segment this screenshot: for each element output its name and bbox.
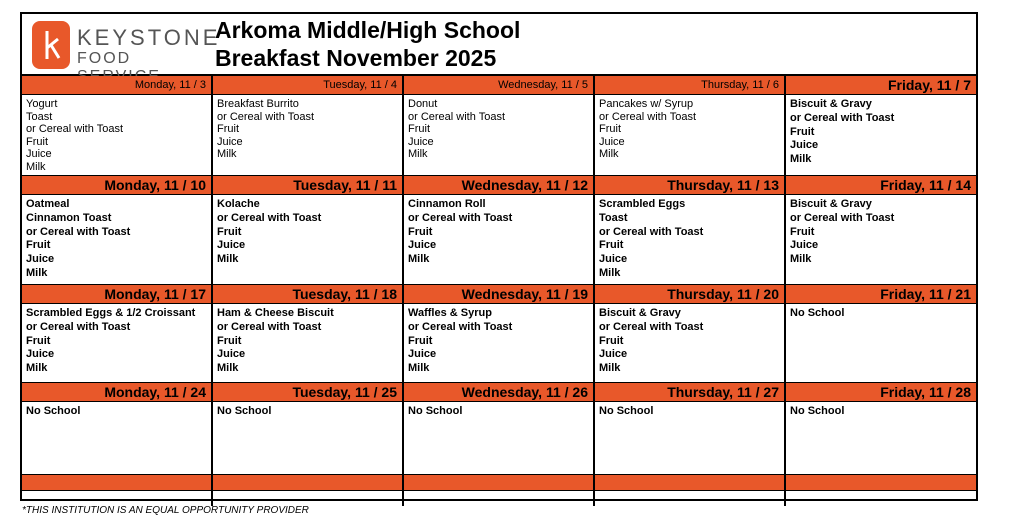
day-column [22, 76, 213, 175]
menu-item: or Cereal with Toast [26, 320, 131, 333]
menu-items [213, 195, 402, 284]
day-column [213, 284, 404, 382]
menu-item: Juice [599, 253, 628, 266]
day-column [404, 175, 595, 284]
menu-header [22, 14, 976, 76]
menu-item: No School [790, 405, 845, 417]
menu-item: Juice [217, 135, 243, 148]
day-column [786, 382, 976, 474]
keystone-k-icon [32, 21, 70, 69]
menu-items [786, 195, 976, 284]
menu-sheet [20, 12, 978, 501]
menu-item: or Cereal with Toast [217, 211, 322, 224]
empty-day-header [786, 475, 976, 491]
day-column [595, 284, 786, 382]
menu-item: No School [790, 307, 845, 319]
menu-item: or Cereal with Toast [217, 320, 322, 333]
day-header: Wednesday, 11 / 5 [404, 76, 593, 95]
menu-item: No School [217, 405, 272, 417]
empty-week-row [22, 491, 976, 506]
menu-item: Fruit [26, 239, 51, 252]
menu-items [22, 402, 211, 474]
menu-item: Juice [408, 239, 437, 252]
menu-item: Toast [599, 211, 628, 224]
day-column [213, 175, 404, 284]
week-row [22, 76, 976, 175]
day-header: Friday, 11 / 21 [786, 284, 976, 304]
menu-item: Juice [26, 253, 55, 266]
menu-item: Fruit [408, 334, 433, 347]
day-column [213, 382, 404, 474]
menu-item: or Cereal with Toast [217, 110, 315, 123]
footer-note: *THIS INSTITUTION IS AN EQUAL OPPORTUNITY PROVIDER [22, 505, 309, 516]
menu-item: Cinnamon Toast [26, 211, 112, 224]
menu-item: Oatmeal [26, 198, 70, 210]
week-row [22, 175, 976, 284]
empty-day-cell [786, 491, 976, 506]
menu-item: Fruit [599, 334, 624, 347]
menu-item: Juice [408, 348, 437, 361]
day-column [786, 76, 976, 175]
menu-item: Waffles & Syrup [408, 307, 492, 319]
empty-day-header [22, 475, 213, 491]
day-column [595, 76, 786, 175]
day-column [404, 76, 595, 175]
menu-item: Juice [790, 139, 819, 152]
menu-item: No School [408, 405, 463, 417]
menu-item: Milk [599, 362, 621, 375]
day-header: Friday, 11 / 28 [786, 382, 976, 402]
day-header: Thursday, 11 / 13 [595, 175, 784, 195]
menu-item: Milk [26, 362, 48, 375]
menu-item: Milk [408, 148, 428, 160]
menu-item: Kolache [217, 198, 260, 210]
menu-item: Ham & Cheese Biscuit [217, 307, 334, 319]
menu-items [786, 304, 976, 382]
menu-item: Milk [790, 153, 812, 166]
empty-week-header [22, 474, 976, 491]
day-column [213, 76, 404, 175]
menu-items [595, 402, 784, 474]
day-column [595, 382, 786, 474]
day-column [786, 175, 976, 284]
menu-item: or Cereal with Toast [790, 111, 895, 124]
menu-item: or Cereal with Toast [599, 320, 704, 333]
logo-brand: KEYSTONE [77, 25, 221, 50]
menu-item: Biscuit & Gravy [790, 98, 872, 110]
menu-items [404, 402, 593, 474]
logo-subtitle: FOOD [77, 50, 132, 67]
menu-items [595, 195, 784, 284]
menu-item: Fruit [217, 334, 242, 347]
day-header: Wednesday, 11 / 26 [404, 382, 593, 402]
day-header: Tuesday, 11 / 4 [213, 76, 402, 95]
menu-item: Milk [26, 266, 48, 279]
empty-day-cell [595, 491, 786, 506]
empty-day-header [404, 475, 595, 491]
menu-item: Yogurt [26, 98, 58, 110]
menu-item: Juice [217, 239, 246, 252]
menu-item: Juice [599, 348, 628, 361]
day-column [404, 284, 595, 382]
empty-day-cell [404, 491, 595, 506]
menu-item: No School [26, 405, 81, 417]
day-header: Monday, 11 / 17 [22, 284, 211, 304]
menu-item: Milk [217, 148, 237, 160]
menu-item: or Cereal with Toast [408, 110, 506, 123]
page-title [215, 16, 520, 72]
menu-calendar [22, 76, 976, 506]
day-header: Tuesday, 11 / 11 [213, 175, 402, 195]
menu-items [786, 402, 976, 474]
menu-item: Juice [599, 135, 625, 148]
day-column [22, 175, 213, 284]
day-column [22, 382, 213, 474]
menu-items [213, 304, 402, 382]
day-header: Monday, 11 / 3 [22, 76, 211, 95]
menu-items [404, 304, 593, 382]
menu-item: Milk [217, 253, 239, 266]
day-header: Thursday, 11 / 20 [595, 284, 784, 304]
menu-item: Milk [217, 362, 239, 375]
menu-item: Donut [408, 98, 438, 110]
day-header: Wednesday, 11 / 19 [404, 284, 593, 304]
menu-items [22, 95, 211, 175]
menu-item: or Cereal with Toast [408, 320, 513, 333]
menu-item: Biscuit & Gravy [599, 307, 681, 319]
menu-item: Milk [790, 253, 812, 266]
menu-item: No School [599, 405, 654, 417]
menu-item: or Cereal with Toast [599, 225, 704, 238]
school-name: Arkoma Middle/High School [215, 17, 521, 43]
empty-day-cell [22, 491, 213, 506]
menu-item: Milk [408, 362, 430, 375]
day-column [786, 284, 976, 382]
day-header: Monday, 11 / 24 [22, 382, 211, 402]
menu-item: Pancakes w/ Syrup [599, 98, 694, 110]
menu-item: Fruit [408, 225, 433, 238]
menu-item: Milk [408, 253, 430, 266]
menu-item: Fruit [790, 125, 815, 138]
menu-item: Milk [599, 148, 619, 160]
menu-item: Juice [26, 348, 55, 361]
menu-item: or Cereal with Toast [599, 110, 697, 123]
menu-items [786, 95, 976, 175]
menu-item: Juice [408, 135, 434, 148]
menu-item: Juice [217, 348, 246, 361]
menu-item: Cinnamon Roll [408, 198, 486, 210]
menu-item: Fruit [26, 334, 51, 347]
day-column [595, 175, 786, 284]
empty-day-cell [213, 491, 404, 506]
menu-items [213, 402, 402, 474]
menu-item: Fruit [599, 239, 624, 252]
week-row [22, 382, 976, 474]
menu-item: Fruit [790, 225, 815, 238]
keystone-logo [32, 21, 221, 69]
day-header: Thursday, 11 / 6 [595, 76, 784, 95]
menu-item: or Cereal with Toast [26, 225, 131, 238]
menu-item: Fruit [217, 123, 239, 135]
menu-items [404, 95, 593, 175]
menu-item: Fruit [26, 135, 48, 148]
menu-item: Juice [26, 148, 52, 160]
menu-item: or Cereal with Toast [26, 123, 124, 135]
menu-item: Biscuit & Gravy [790, 198, 872, 210]
menu-items [213, 95, 402, 175]
menu-item: Milk [599, 266, 621, 279]
menu-item: Milk [26, 160, 46, 173]
day-header: Friday, 11 / 7 [786, 76, 976, 95]
week-row [22, 284, 976, 382]
menu-item: Fruit [408, 123, 430, 135]
day-header: Thursday, 11 / 27 [595, 382, 784, 402]
day-header: Wednesday, 11 / 12 [404, 175, 593, 195]
menu-month: Breakfast November 2025 [215, 45, 497, 71]
menu-item: Scrambled Eggs & 1/2 Croissant [26, 307, 196, 319]
menu-items [22, 304, 211, 382]
menu-items [22, 195, 211, 284]
empty-day-header [595, 475, 786, 491]
day-column [22, 284, 213, 382]
menu-item: Scrambled Eggs [599, 198, 686, 210]
menu-items [595, 304, 784, 382]
menu-item: Breakfast Burrito [217, 98, 299, 110]
day-header: Monday, 11 / 10 [22, 175, 211, 195]
menu-item: Fruit [217, 225, 242, 238]
menu-item: Toast [26, 110, 53, 123]
day-column [404, 382, 595, 474]
menu-item: or Cereal with Toast [408, 211, 513, 224]
menu-items [595, 95, 784, 175]
day-header: Tuesday, 11 / 25 [213, 382, 402, 402]
day-header: Friday, 11 / 14 [786, 175, 976, 195]
menu-item: Fruit [599, 123, 621, 135]
menu-item: or Cereal with Toast [790, 211, 895, 224]
menu-item: Juice [790, 239, 819, 252]
day-header: Tuesday, 11 / 18 [213, 284, 402, 304]
empty-day-header [213, 475, 404, 491]
menu-items [404, 195, 593, 284]
